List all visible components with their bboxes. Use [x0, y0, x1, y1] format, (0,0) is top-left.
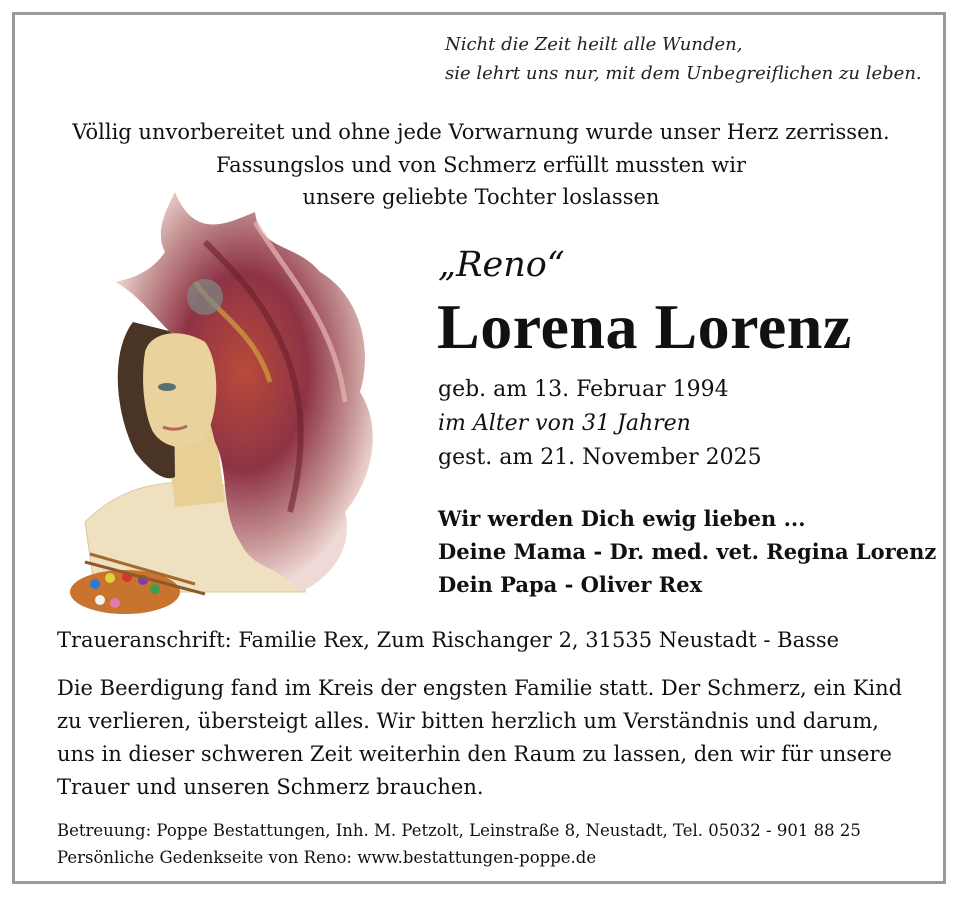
- death-date: gest. am 21. November 2025: [438, 445, 762, 470]
- notice-line-1: Die Beerdigung fand im Kreis der engsten Familie statt. Der Schmerz, ein Kind: [57, 676, 903, 700]
- motto-line-2: sie lehrt uns nur, mit dem Unbegreiflichen zu leben.: [445, 63, 922, 84]
- footer-memorial-page: Persönliche Gedenkseite von Reno: www.bestattungen-poppe.de: [57, 848, 597, 867]
- notice-line-3: uns in dieser schweren Zeit weiterhin den Raum zu lassen, den wir für unsere: [57, 742, 892, 766]
- motto-line-1: Nicht die Zeit heilt alle Wunden,: [445, 34, 743, 55]
- notice-line-4: Trauer und unseren Schmerz brauchen.: [57, 775, 484, 799]
- notice-line-2: zu verlieren, übersteigt alles. Wir bitten herzlich um Verständnis und darum,: [57, 709, 879, 733]
- nickname: „Reno“: [438, 245, 565, 285]
- intro-line-3: unsere geliebte Tochter loslassen: [302, 185, 660, 209]
- birth-date: geb. am 13. Februar 1994: [438, 377, 729, 402]
- deceased-name: Lorena Lorenz: [437, 291, 852, 362]
- age-line: im Alter von 31 Jahren: [438, 411, 691, 436]
- mourners-line-2: Deine Mama - Dr. med. vet. Regina Lorenz: [438, 539, 937, 564]
- intro-line-1: Völlig unvorbereitet und ohne jede Vorwarnung wurde unser Herz zerrissen.: [72, 120, 890, 144]
- mourners-line-3: Dein Papa - Oliver Rex: [438, 572, 703, 597]
- footer-undertaker: Betreuung: Poppe Bestattungen, Inh. M. Petzolt, Leinstraße 8, Neustadt, Tel. 05032 - 901 88 25: [57, 821, 861, 840]
- mourners-line-1: Wir werden Dich ewig lieben ...: [438, 506, 806, 531]
- intro-line-2: Fassungslos und von Schmerz erfüllt mussten wir: [215, 153, 747, 177]
- painted-portrait-image: [55, 182, 395, 622]
- mourning-address: Traueranschrift: Familie Rex, Zum Rischanger 2, 31535 Neustadt - Basse: [57, 628, 840, 652]
